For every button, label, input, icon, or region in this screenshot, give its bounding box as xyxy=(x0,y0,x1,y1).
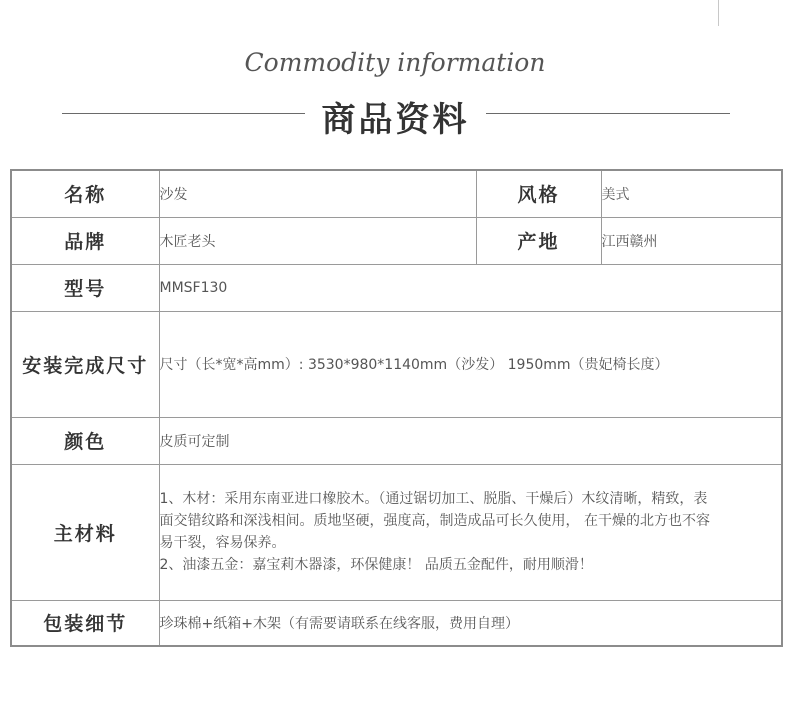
model-value: MMSF130 xyxy=(159,264,782,311)
color-value: 皮质可定制 xyxy=(159,417,782,464)
product-info-table xyxy=(10,169,783,647)
packaging-value: 珍珠棉+纸箱+木架（有需要请联系在线客服，费用自理） xyxy=(159,600,782,646)
material-line-paint: 2、油漆五金：嘉宝莉木器漆，环保健康！ 品质五金配件，耐用顺滑！ xyxy=(159,557,593,573)
table-row-model xyxy=(11,264,782,311)
name-value: 沙发 xyxy=(159,170,476,217)
title-divider-right xyxy=(486,113,730,114)
table-row-packaging xyxy=(11,600,782,646)
section-header xyxy=(0,92,790,140)
brand-label: 品牌 xyxy=(11,217,159,264)
origin-label: 产地 xyxy=(476,217,601,264)
material-line-wood: 1、木材：采用东南亚进口橡胶木。（通过锯切加工、脱脂、干燥后）木纹清晰，精致，表面交错纹路和深浅相间。质地坚硬，强度高，制造成品可长久使用， 在干燥的北方也不容易干裂，容易保养。 xyxy=(159,491,710,551)
model-label: 型号 xyxy=(11,264,159,311)
brand-value: 木匠老头 xyxy=(159,217,476,264)
size-label: 安装完成尺寸 xyxy=(11,311,159,417)
origin-value: 江西赣州 xyxy=(601,217,782,264)
table-row-brand-origin xyxy=(11,217,782,264)
table-row-name-style xyxy=(11,170,782,217)
material-label: 主材料 xyxy=(11,464,159,600)
size-value: 尺寸（长*宽*高mm）: 3530*980*1140mm（沙发） 1950mm（贵妃椅长度） xyxy=(159,311,782,417)
table-row-color xyxy=(11,417,782,464)
corner-divider xyxy=(718,0,719,26)
title-divider-left xyxy=(62,113,305,114)
style-label: 风格 xyxy=(476,170,601,217)
name-label: 名称 xyxy=(11,170,159,217)
table-row-size xyxy=(11,311,782,417)
material-value xyxy=(159,464,782,600)
section-title: 商品资料 xyxy=(321,100,470,140)
color-label: 颜色 xyxy=(11,417,159,464)
section-subtitle: Commodity information xyxy=(244,48,546,77)
table-row-material xyxy=(11,464,782,600)
packaging-label: 包装细节 xyxy=(11,600,159,646)
style-value: 美式 xyxy=(601,170,782,217)
